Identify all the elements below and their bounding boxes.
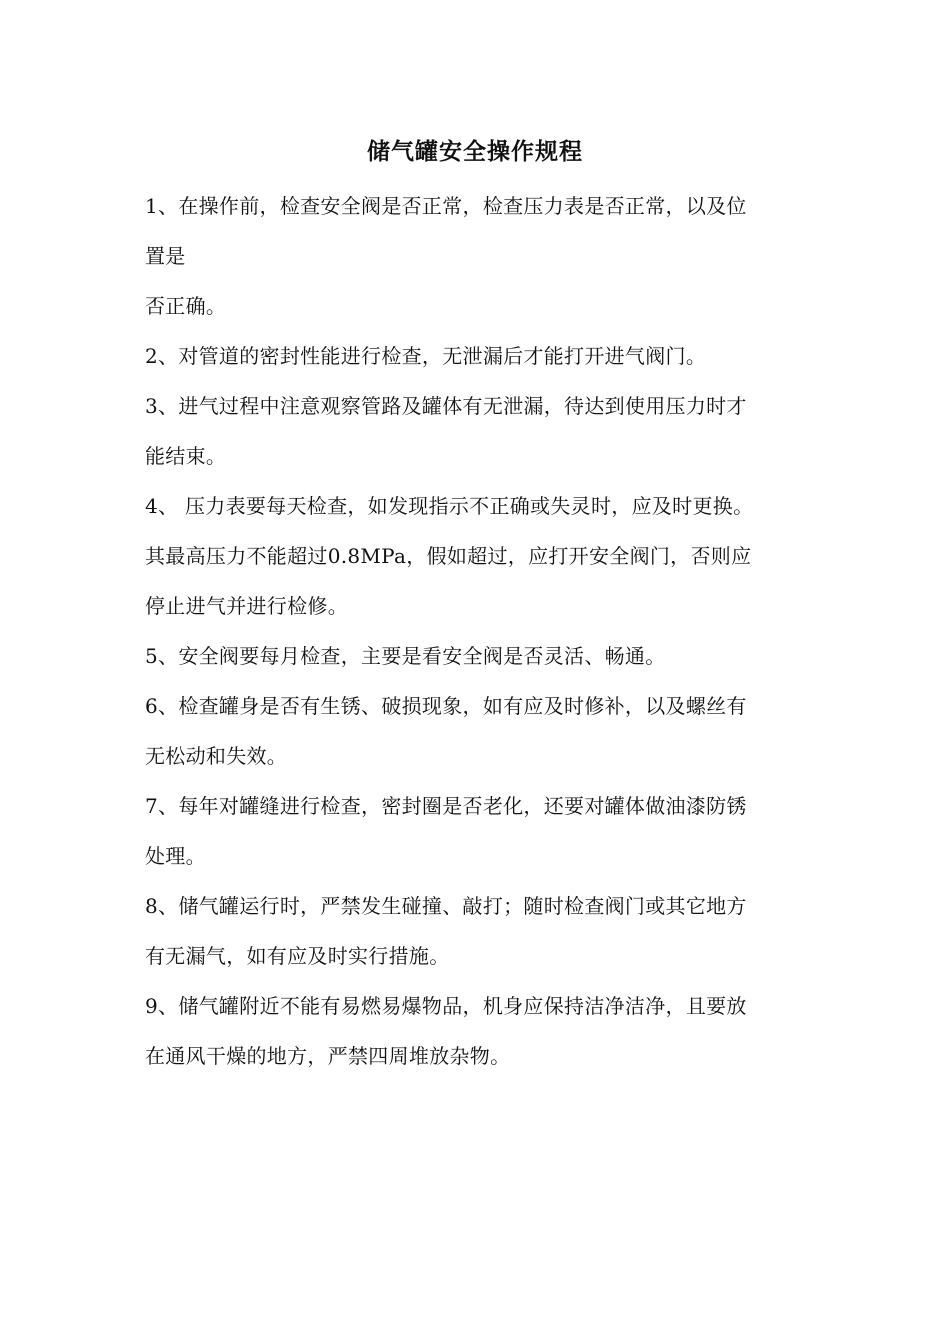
text-line: 9、储气罐附近不能有易燃易爆物品，机身应保持洁净洁净，且要放 bbox=[145, 994, 747, 1018]
document-body bbox=[145, 181, 835, 1081]
text-line: 7、每年对罐缝进行检查，密封圈是否老化，还要对罐体做油漆防锈 bbox=[145, 794, 747, 818]
text-line: 能结束。 bbox=[145, 444, 227, 468]
text-line: 其最高压力不能超过0.8MPa，假如超过，应打开安全阀门，否则应 bbox=[145, 544, 752, 568]
text-line: 置是 bbox=[145, 244, 186, 268]
text-line: 无松动和失效。 bbox=[145, 744, 288, 768]
text-line: 5、安全阀要每月检查，主要是看安全阀是否灵活、畅通。 bbox=[145, 644, 666, 668]
text-line: 3、进气过程中注意观察管路及罐体有无泄漏，待达到使用压力时才 bbox=[145, 394, 747, 418]
text-line: 否正确。 bbox=[145, 294, 227, 318]
document-title: 储气罐安全操作规程 bbox=[367, 138, 583, 165]
text-line: 停止进气并进行检修。 bbox=[145, 594, 348, 618]
text-line: 1、在操作前，检查安全阀是否正常，检查压力表是否正常，以及位 bbox=[145, 194, 747, 218]
text-line: 8、储气罐运行时，严禁发生碰撞、敲打；随时检查阀门或其它地方 bbox=[145, 894, 747, 918]
text-line: 有无漏气，如有应及时实行措施。 bbox=[145, 944, 450, 968]
text-line: 6、检查罐身是否有生锈、破损现象，如有应及时修补，以及螺丝有 bbox=[145, 694, 747, 718]
text-line: 4、 压力表要每天检查，如发现指示不正确或失灵时，应及时更换。 bbox=[145, 494, 754, 518]
text-line: 在通风干燥的地方，严禁四周堆放杂物。 bbox=[145, 1044, 511, 1068]
text-line: 处理。 bbox=[145, 844, 206, 868]
text-line: 2、对管道的密封性能进行检查，无泄漏后才能打开进气阀门。 bbox=[145, 344, 707, 368]
